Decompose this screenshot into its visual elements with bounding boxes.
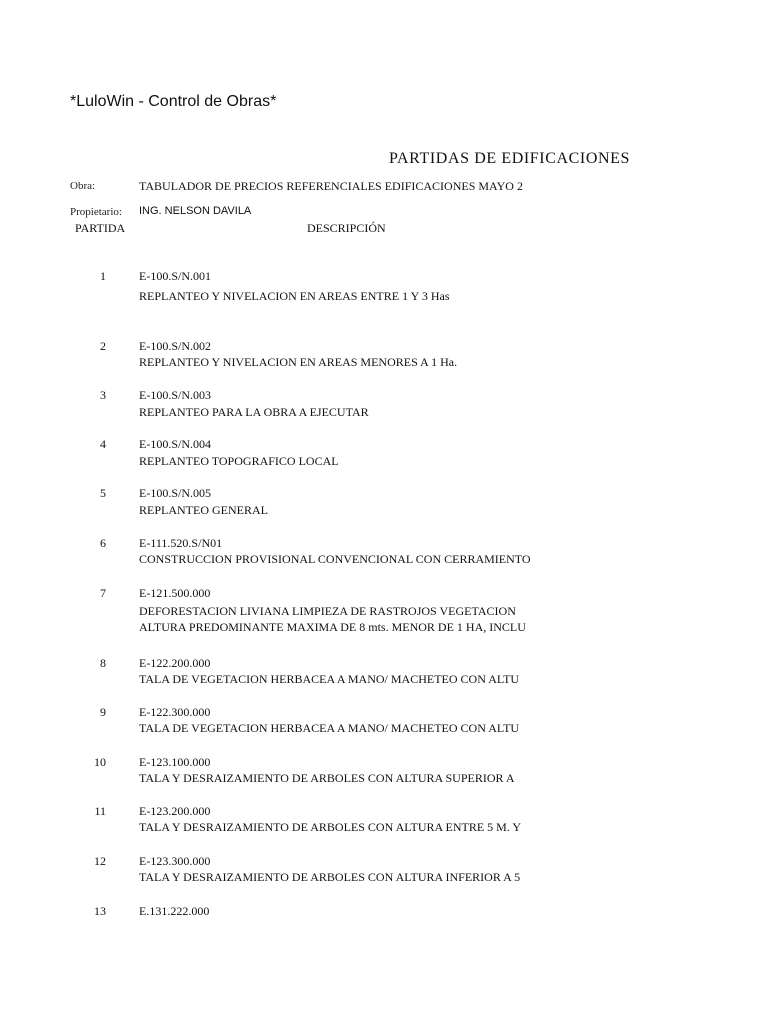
partida-code: E-100.S/N.003 <box>139 388 211 402</box>
partida-description: DEFORESTACION LIVIANA LIMPIEZA DE RASTROJOS VEGETACION <box>139 604 516 618</box>
partida-description: REPLANTEO PARA LA OBRA A EJECUTAR <box>139 405 369 419</box>
partida-code: E.131.222.000 <box>139 904 210 918</box>
partida-number: 12 <box>94 854 106 868</box>
partida-code: E-111.520.S/N01 <box>139 536 223 550</box>
partida-description: TALA DE VEGETACION HERBACEA A MANO/ MACHETEO CON ALTU <box>139 672 520 686</box>
partida-code: E-100.S/N.001 <box>139 269 211 283</box>
partida-code: E-122.300.000 <box>139 705 211 719</box>
partida-code: E-123.200.000 <box>139 804 211 818</box>
partida-number: 9 <box>100 705 106 719</box>
partida-number: 4 <box>100 437 106 451</box>
propietario-label: Propietario: <box>70 206 122 218</box>
partida-description: REPLANTEO GENERAL <box>139 503 268 517</box>
partida-number: 7 <box>100 586 106 600</box>
partida-number: 3 <box>100 388 106 402</box>
partida-code: E-121.500.000 <box>139 586 211 600</box>
obra-value: TABULADOR DE PRECIOS REFERENCIALES EDIFICACIONES MAYO 2 <box>139 179 523 193</box>
column-header-descripcion: DESCRIPCIÓN <box>307 221 386 235</box>
partida-number: 13 <box>94 904 106 918</box>
partida-code: E-100.S/N.005 <box>139 486 211 500</box>
partida-code: E-122.200.000 <box>139 656 211 670</box>
report-title: PARTIDAS DE EDIFICACIONES <box>389 150 631 167</box>
column-header-partida: PARTIDA <box>75 221 126 235</box>
partida-description: TALA Y DESRAIZAMIENTO DE ARBOLES CON ALTURA SUPERIOR A <box>139 771 515 785</box>
partida-code: E-100.S/N.004 <box>139 437 211 451</box>
partida-number: 1 <box>100 269 106 283</box>
partida-code: E-100.S/N.002 <box>139 339 211 353</box>
partida-number: 11 <box>94 804 106 818</box>
propietario-value: ING. NELSON DAVILA <box>139 205 252 217</box>
partida-number: 8 <box>100 656 106 670</box>
partida-description: TALA Y DESRAIZAMIENTO DE ARBOLES CON ALTURA ENTRE 5 M. Y <box>139 820 522 834</box>
partida-code: E-123.300.000 <box>139 854 211 868</box>
partida-number: 10 <box>94 755 106 769</box>
partida-description: REPLANTEO Y NIVELACION EN AREAS ENTRE 1 Y 3 Has <box>139 289 450 303</box>
partida-description: CONSTRUCCION PROVISIONAL CONVENCIONAL CON CERRAMIENTO <box>139 552 531 566</box>
partida-number: 2 <box>100 339 106 353</box>
partida-description: ALTURA PREDOMINANTE MAXIMA DE 8 mts. MENOR DE 1 HA, INCLU <box>139 620 526 634</box>
partida-number: 6 <box>100 536 106 550</box>
partida-number: 5 <box>100 486 106 500</box>
partida-code: E-123.100.000 <box>139 755 211 769</box>
obra-label: Obra: <box>70 180 96 192</box>
partida-description: TALA DE VEGETACION HERBACEA A MANO/ MACHETEO CON ALTU <box>139 721 520 735</box>
partida-description: TALA Y DESRAIZAMIENTO DE ARBOLES CON ALTURA INFERIOR A 5 <box>139 870 521 884</box>
app-title: *LuloWin - Control de Obras* <box>70 93 277 110</box>
partida-description: REPLANTEO TOPOGRAFICO LOCAL <box>139 454 339 468</box>
partida-description: REPLANTEO Y NIVELACION EN AREAS MENORES A 1 Ha. <box>139 355 458 369</box>
